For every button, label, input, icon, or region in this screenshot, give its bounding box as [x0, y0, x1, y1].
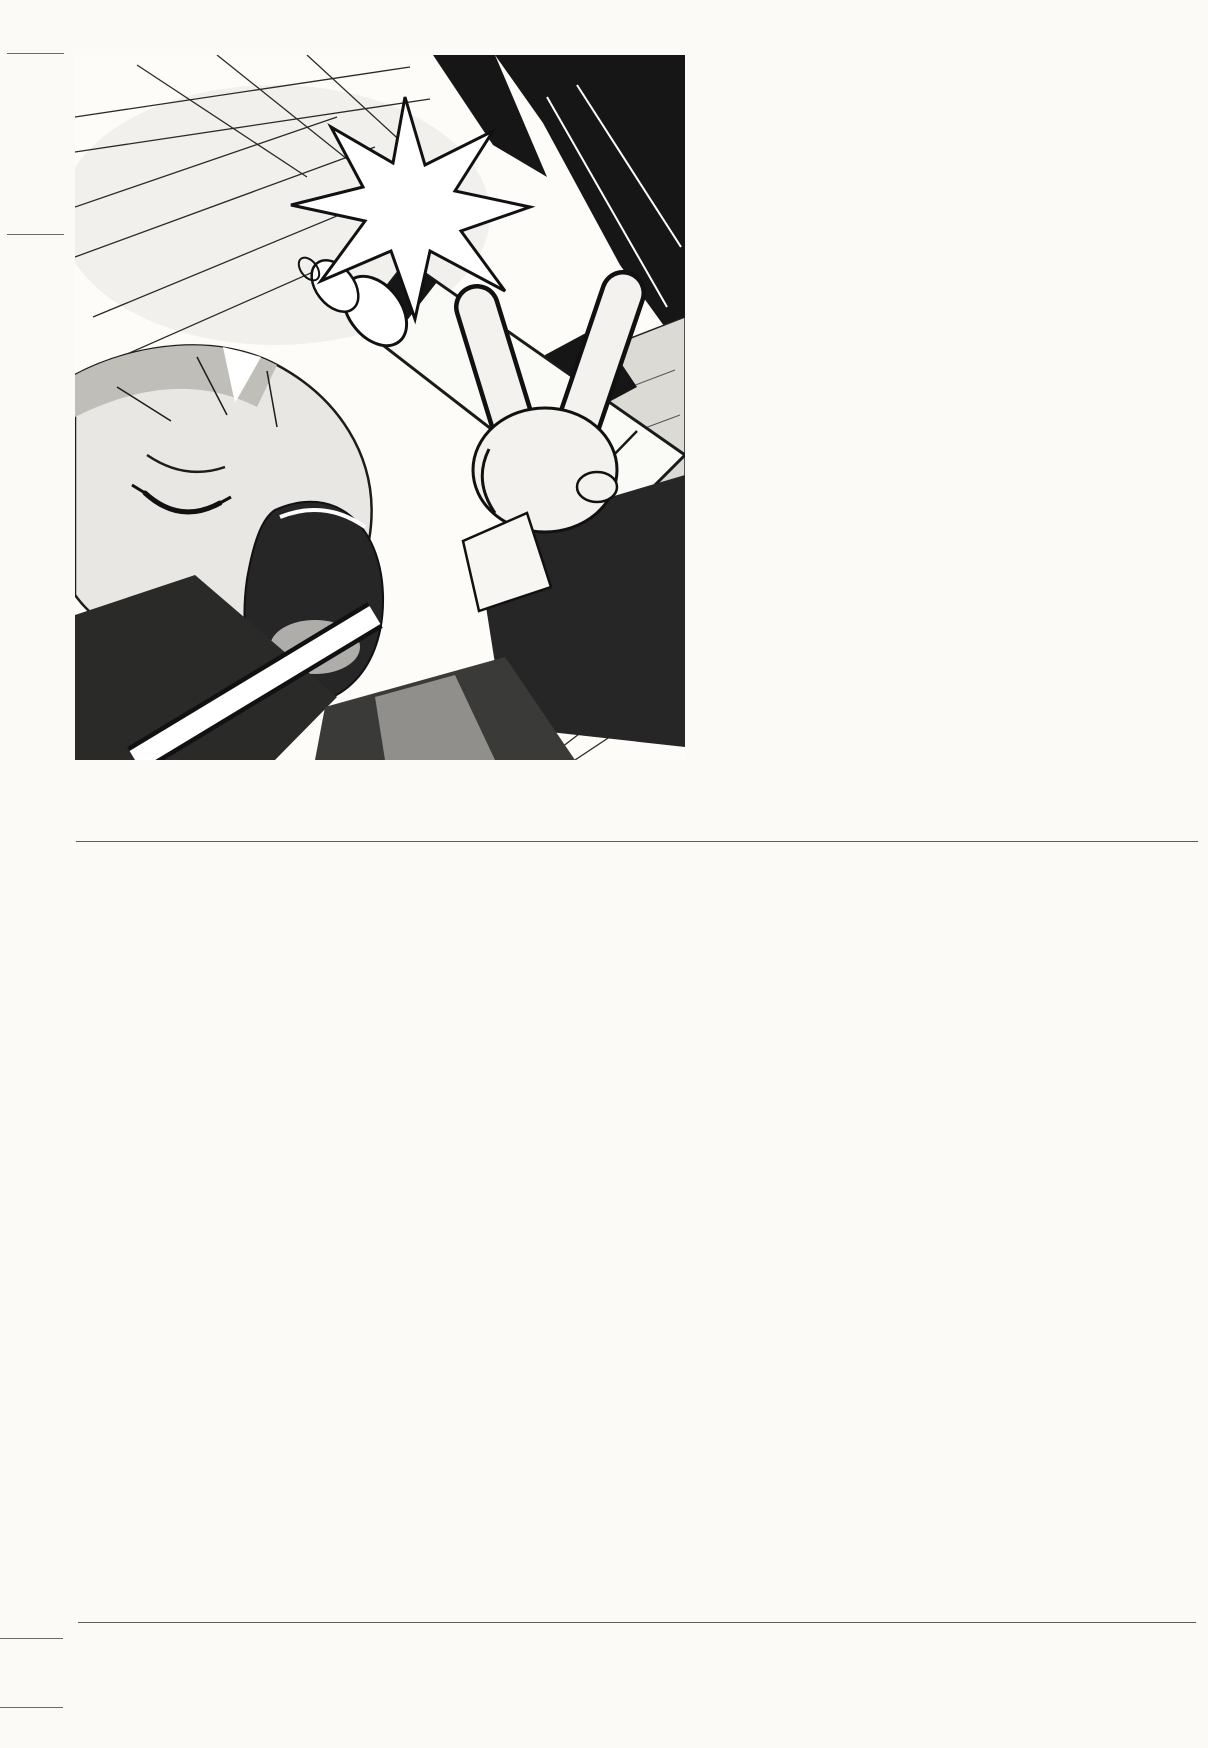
sidebar-rule-mid [7, 234, 64, 235]
footer-rule-top [0, 1638, 63, 1639]
sidebar-rule-top [7, 53, 64, 54]
manga-illustration [75, 55, 685, 760]
section-divider [76, 841, 1198, 842]
footer-divider [78, 1622, 1196, 1623]
footer-rule-bottom [0, 1707, 63, 1708]
